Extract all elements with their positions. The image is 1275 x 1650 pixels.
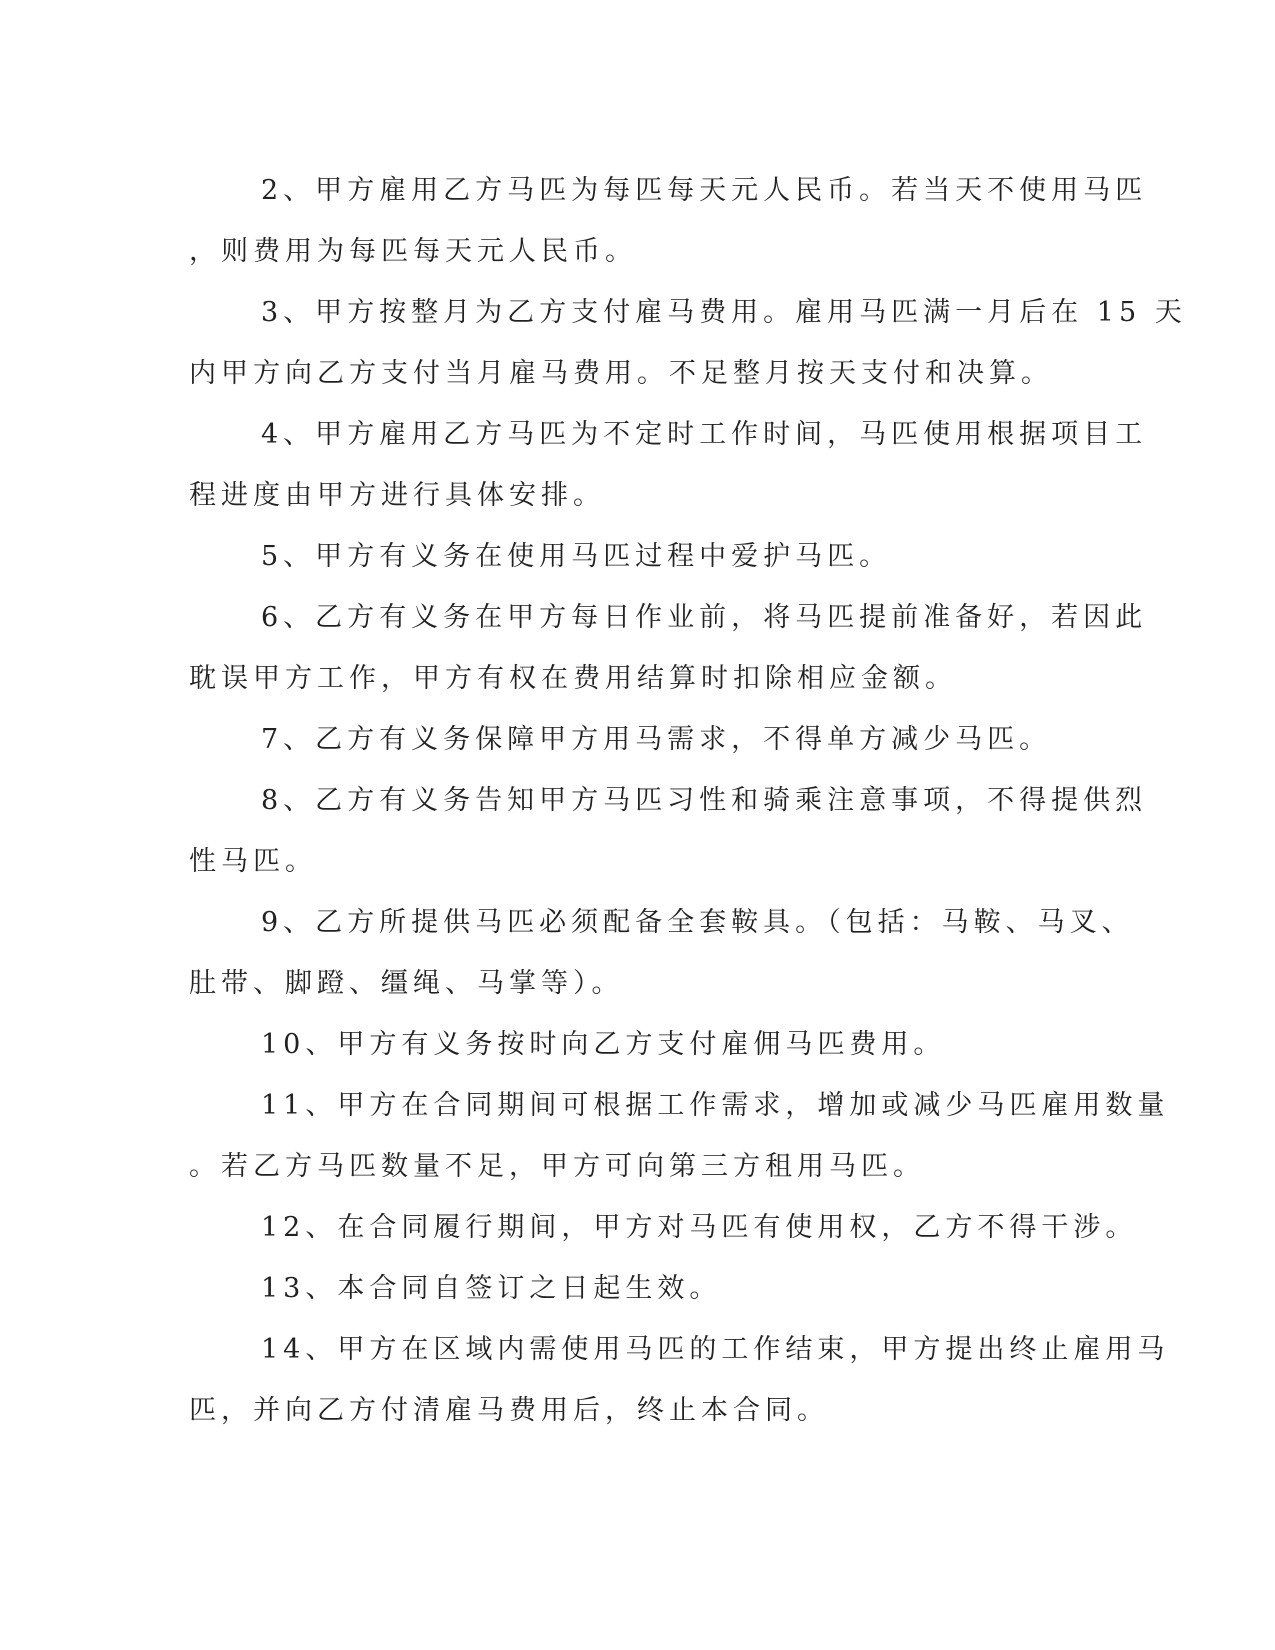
text-line: 匹，并向乙方付清雇马费用后，终止本合同。 — [189, 1395, 829, 1426]
text-line: 10、甲方有义务按时向乙方支付雇佣马匹费用。 — [261, 1029, 946, 1060]
text-line: 12、在合同履行期间，甲方对马匹有使用权，乙方不得干涉。 — [261, 1212, 1138, 1243]
text-line: 3、甲方按整月为乙方支付雇马费用。雇用马匹满一月后在 15 天 — [261, 297, 1187, 328]
text-line: 4、甲方雇用乙方马匹为不定时工作时间，马匹使用根据项目工 — [261, 419, 1148, 450]
text-line: 耽误甲方工作，甲方有权在费用结算时扣除相应金额。 — [189, 663, 957, 694]
text-line: 肚带、脚蹬、缰绳、马掌等）。 — [189, 968, 624, 999]
text-line: 。若乙方马匹数量不足，甲方可向第三方租用马匹。 — [189, 1151, 925, 1182]
text-line: 程进度由甲方进行具体安排。 — [189, 480, 605, 511]
text-line: 6、乙方有义务在甲方每日作业前，将马匹提前准备好，若因此 — [261, 602, 1148, 633]
text-line: 性马匹。 — [189, 846, 317, 877]
text-line: 11、甲方在合同期间可根据工作需求，增加或减少马匹雇用数量 — [261, 1090, 1170, 1121]
text-line: 9、乙方所提供马匹必须配备全套鞍具。（包括：马鞍、马叉、 — [261, 907, 1134, 938]
text-line: 2、甲方雇用乙方马匹为每匹每天元人民币。若当天不使用马匹 — [261, 175, 1148, 206]
text-line: 13、本合同自签订之日起生效。 — [261, 1273, 722, 1304]
text-line: 内甲方向乙方支付当月雇马费用。不足整月按天支付和决算。 — [189, 358, 1053, 389]
text-line: ，则费用为每匹每天元人民币。 — [189, 236, 637, 267]
text-line: 8、乙方有义务告知甲方马匹习性和骑乘注意事项，不得提供烈 — [261, 785, 1148, 816]
text-line: 5、甲方有义务在使用马匹过程中爱护马匹。 — [261, 541, 892, 572]
text-line: 14、甲方在区域内需使用马匹的工作结束，甲方提出终止雇用马 — [261, 1334, 1170, 1365]
contract-clauses — [189, 160, 1187, 1441]
text-line: 7、乙方有义务保障甲方用马需求，不得单方减少马匹。 — [261, 724, 1052, 755]
